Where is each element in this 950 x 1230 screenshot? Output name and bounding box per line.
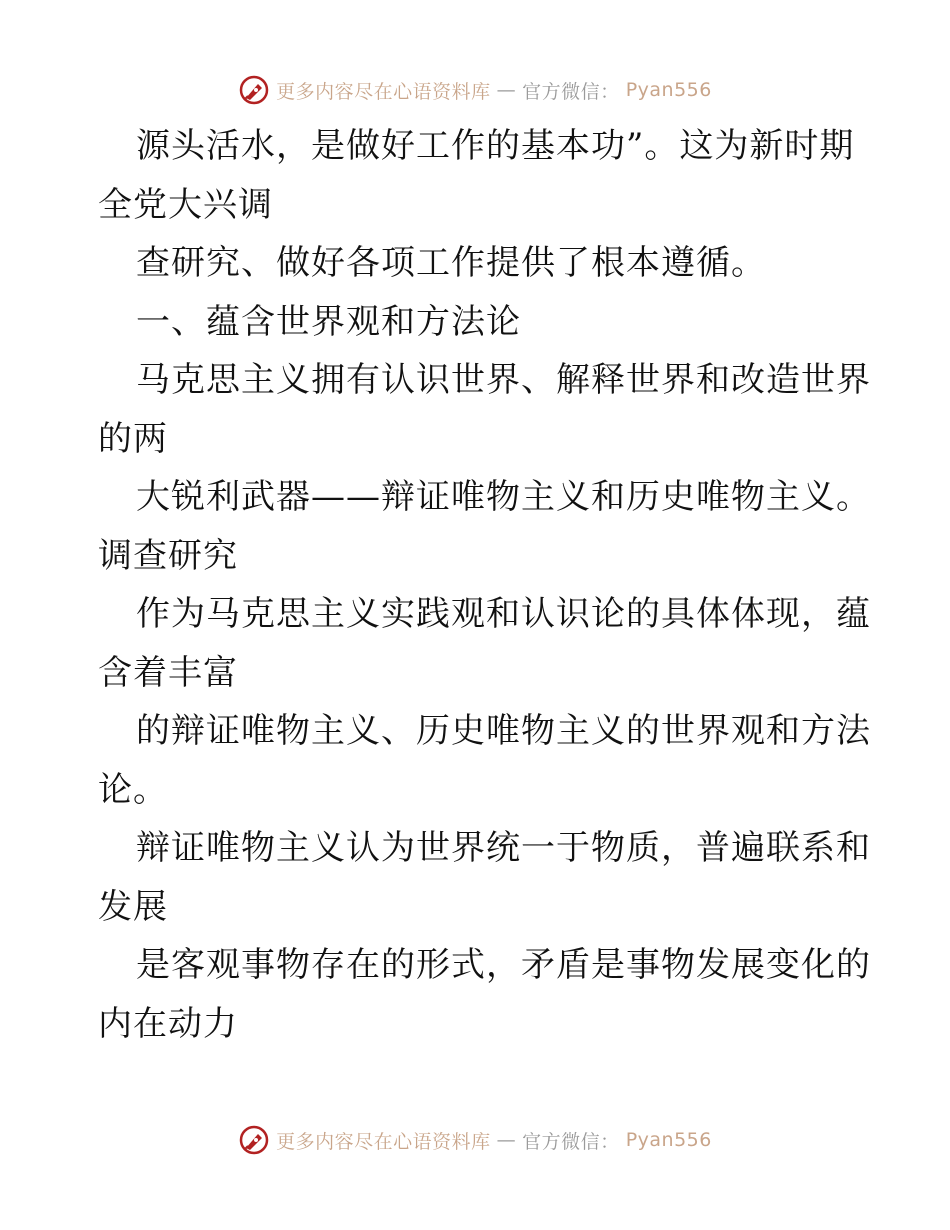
text-line: 是客观事物存在的形式，矛盾是事物发展变化的	[136, 945, 871, 985]
watermark-site-text: 更多内容尽在心语资料库	[276, 80, 491, 103]
text-line: 内在动力	[98, 1003, 238, 1044]
watermark-site-text: 更多内容尽在心语资料库	[276, 1130, 491, 1153]
section-heading: 一、蕴含世界观和方法论	[136, 301, 521, 342]
text-line: 大锐利武器——辩证唯物主义和历史唯物主义。	[136, 477, 871, 517]
text-line: 辩证唯物主义认为世界统一于物质，普遍联系和	[136, 828, 871, 868]
watermark-dash: —	[496, 79, 517, 101]
text-line: 源头活水，是做好工作的基本功”。这为新时期	[136, 126, 855, 166]
watermark-wechat-id: Pyan556	[625, 79, 712, 101]
watermark-wechat-id: Pyan556	[625, 1129, 712, 1151]
text-line: 查研究、做好各项工作提供了根本遵循。	[136, 243, 766, 283]
pen-nib-circle-icon	[238, 74, 270, 106]
text-line: 全党大兴调	[98, 184, 273, 225]
text-line: 马克思主义拥有认识世界、解释世界和改造世界	[136, 360, 871, 400]
text-line: 调查研究	[98, 535, 238, 576]
watermark-wechat-label: 官方微信：	[522, 80, 620, 103]
pen-nib-circle-icon	[238, 1124, 270, 1156]
footer-watermark	[0, 1120, 950, 1160]
text-line: 的辩证唯物主义、历史唯物主义的世界观和方法	[136, 711, 871, 751]
text-line: 论。	[98, 769, 168, 810]
text-line: 作为马克思主义实践观和认识论的具体体现，蕴	[136, 594, 871, 634]
header-watermark	[0, 70, 950, 110]
text-line: 含着丰富	[98, 652, 238, 693]
text-line: 发展	[98, 886, 168, 927]
watermark-wechat-label: 官方微信：	[522, 1130, 620, 1153]
text-line: 的两	[98, 418, 168, 459]
document-body	[98, 117, 871, 1053]
watermark-dash: —	[496, 1129, 517, 1151]
